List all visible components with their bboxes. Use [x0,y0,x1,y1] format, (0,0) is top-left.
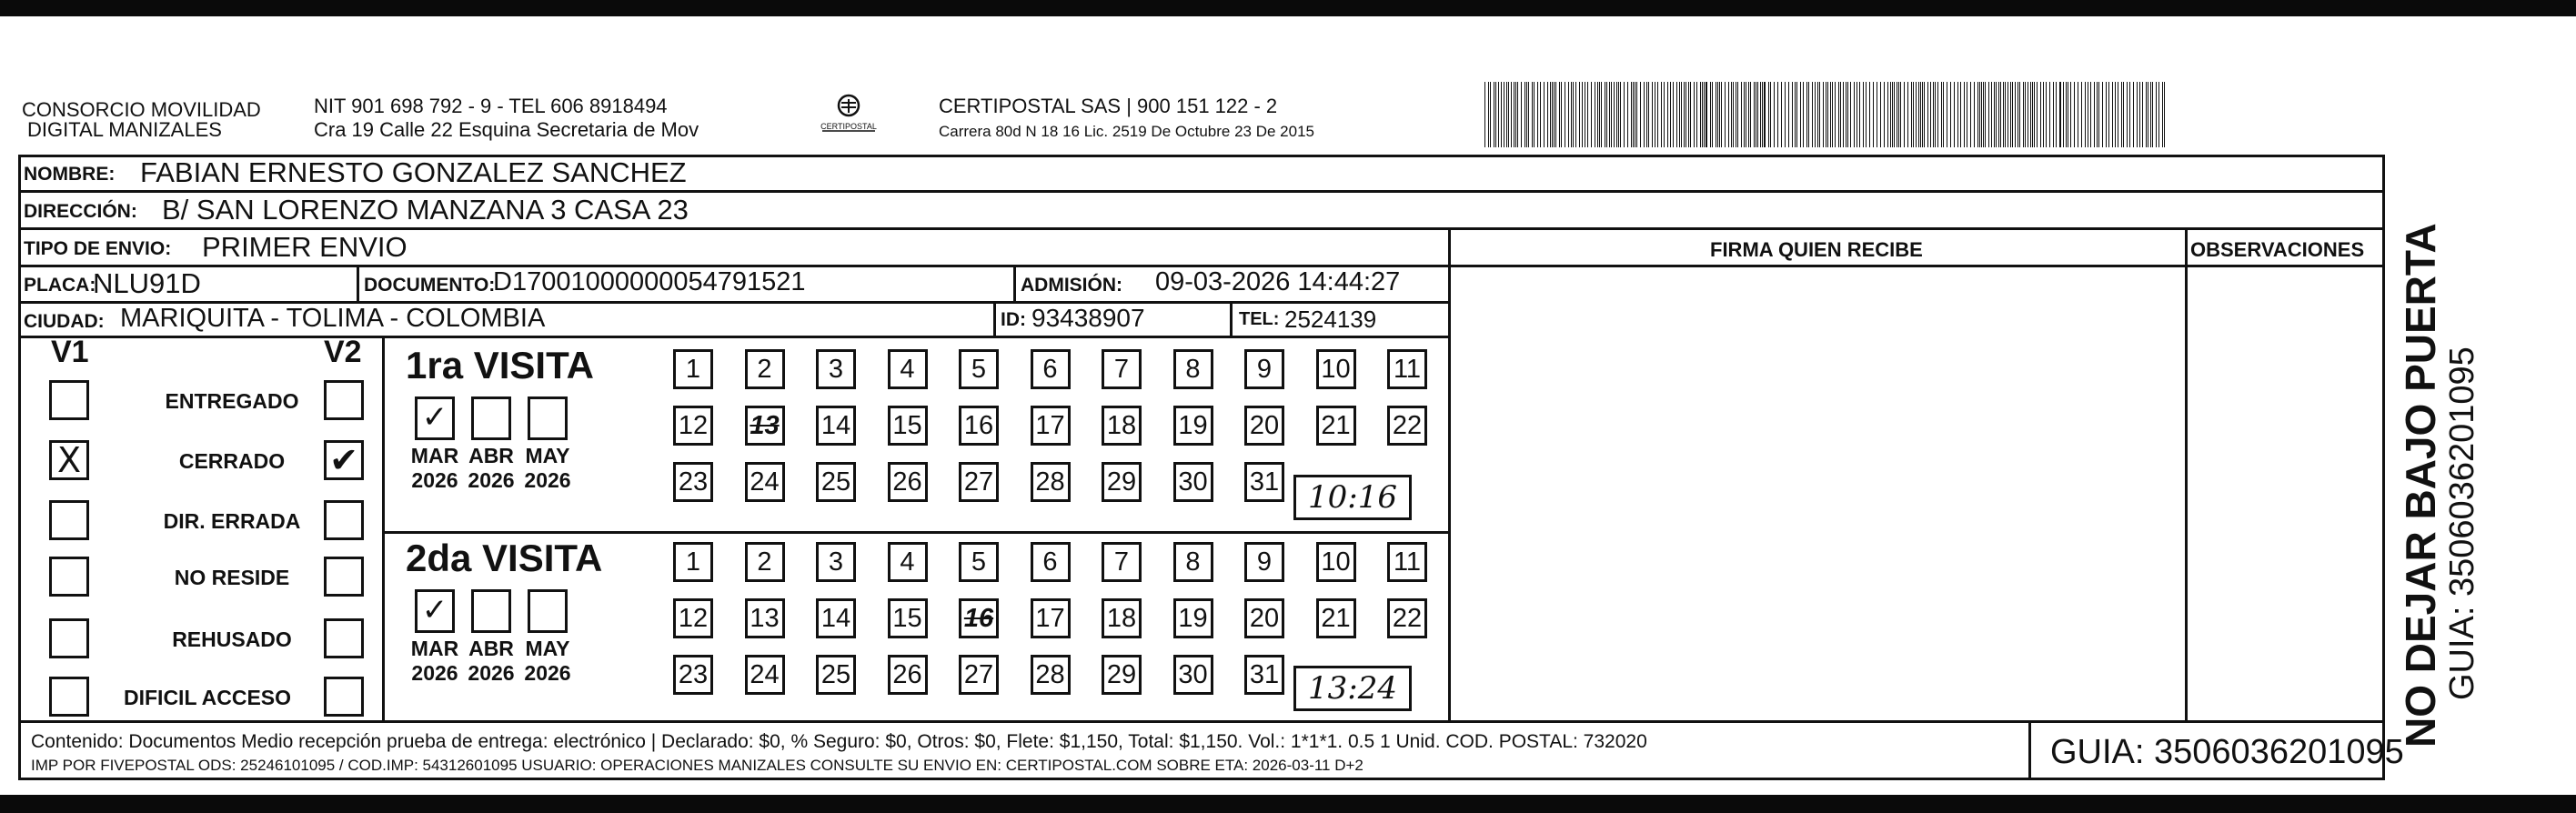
visit1-day[interactable]: 31 [1244,462,1284,502]
carrier-line-1: CERTIPOSTAL SAS | 900 151 122 - 2 [939,95,1278,117]
visit2-month-year: 2026 [524,661,571,685]
visit2-day[interactable]: 18 [1102,598,1142,638]
footer-guia: GUIA: 3506036201095 [2050,733,2404,771]
visit2-month-label: MAR [410,637,459,660]
status-label: REHUSADO [172,627,292,651]
visit2-day[interactable]: 30 [1173,655,1213,695]
id-label: ID: [1001,309,1026,330]
visit1-month-checkbox[interactable]: ✓ [415,396,455,440]
v1-checkbox[interactable] [49,618,89,658]
visit1-day[interactable]: 27 [959,462,999,502]
status-label: NO RESIDE [174,566,290,589]
side-guia: GUIA: 3506036201095 [2443,346,2481,700]
visit2-day[interactable]: 6 [1031,542,1071,582]
nit-line: NIT 901 698 792 - 9 - TEL 606 8918494 [314,95,668,117]
visit1-day[interactable]: 23 [673,462,713,502]
v2-checkbox[interactable] [324,380,364,420]
visit1-day[interactable]: 1 [673,349,713,389]
visit1-day[interactable]: 17 [1031,406,1071,446]
visit2-day[interactable]: 29 [1102,655,1142,695]
visit2-month-checkbox[interactable]: ✓ [415,589,455,633]
col-divider [2028,720,2031,780]
visit1-day[interactable]: 6 [1031,349,1071,389]
tel-label: TEL: [1239,309,1280,329]
visit1-month-label: ABR [468,444,514,467]
tipo-label: TIPO DE ENVIO: [24,238,172,259]
visit2-day[interactable]: 4 [888,542,928,582]
visit1-month-year: 2026 [411,468,458,492]
visit1-day[interactable]: 4 [888,349,928,389]
company-line-2: DIGITAL MANIZALES [27,118,222,141]
visit2-month-label: MAY [525,637,570,660]
visit1-day[interactable]: 28 [1031,462,1071,502]
status-label: DIFICIL ACCESO [124,686,292,709]
visit2-day[interactable]: 21 [1316,598,1356,638]
visit2-day[interactable]: 20 [1244,598,1284,638]
col-divider [993,301,996,336]
scan-bottom-edge [0,795,2576,813]
visit1-day[interactable]: 13 [745,406,785,446]
v1-checkbox[interactable] [49,557,89,597]
placa-value: NLU91D [93,267,201,299]
visit1-day[interactable]: 24 [745,462,785,502]
visit1-day[interactable]: 22 [1387,406,1427,446]
visit2-day[interactable]: 13 [745,598,785,638]
col-divider [382,336,385,720]
v1-checkbox[interactable]: X [49,440,89,480]
carrier-line-2: Carrera 80d N 18 16 Lic. 2519 De Octubre 23 De 2015 [939,123,1314,140]
visit2-day[interactable]: 1 [673,542,713,582]
documento-label: DOCUMENTO: [364,275,496,296]
visit2-day[interactable]: 5 [959,542,999,582]
visit1-day[interactable]: 29 [1102,462,1142,502]
visit2-day[interactable]: 3 [816,542,856,582]
barcode [1484,82,2168,147]
visit1-day[interactable]: 21 [1316,406,1356,446]
tipo-value: PRIMER ENVIO [202,231,408,263]
side-warning: NO DEJAR BAJO PUERTA [2397,223,2444,748]
visit2-day[interactable]: 17 [1031,598,1071,638]
visit1-month-label: MAR [410,444,459,467]
visit1-month-year: 2026 [468,468,515,492]
visit1-day[interactable]: 9 [1244,349,1284,389]
v2-checkbox[interactable]: ✔ [324,440,364,480]
nombre-label: NOMBRE: [24,164,116,185]
footer-print-line: IMP POR FIVEPOSTAL ODS: 25246101095 / COD.IMP: 54312601095 USUARIO: OPERACIONES MANIZALES CONSULTE SU ENVIO EN: CERTIPOSTAL.COM SOBRE ETA: 2026-03-11 D+2 [31,757,1363,774]
visit2-day[interactable]: 25 [816,655,856,695]
observaciones-header: OBSERVACIONES [2190,238,2365,261]
visit2-day[interactable]: 27 [959,655,999,695]
direccion-value: B/ SAN LORENZO MANZANA 3 CASA 23 [162,194,689,226]
row-divider [382,531,1448,534]
visit2-day[interactable]: 10 [1316,542,1356,582]
visit2-title: 2da VISITA [406,537,603,579]
visit1-day[interactable]: 8 [1173,349,1213,389]
v2-label: V2 [324,335,362,369]
v2-checkbox[interactable] [324,557,364,597]
visit2-day[interactable]: 14 [816,598,856,638]
visit2-day[interactable]: 24 [745,655,785,695]
firma-header: FIRMA QUIEN RECIBE [1710,238,1923,261]
visit2-day[interactable]: 31 [1244,655,1284,695]
visit2-day[interactable]: 23 [673,655,713,695]
col-divider [2185,227,2188,720]
row-divider [18,190,2385,193]
visit1-day[interactable]: 20 [1244,406,1284,446]
visit2-day[interactable]: 16 [959,598,999,638]
v1-label: V1 [51,335,89,369]
visit2-month-label: ABR [468,637,514,660]
v2-checkbox[interactable] [324,500,364,540]
visit2-day[interactable]: 2 [745,542,785,582]
documento-value: D17001000000054791521 [493,267,806,296]
col-divider [1013,265,1016,301]
status-label: DIR. ERRADA [163,509,301,533]
status-label: ENTREGADO [165,389,299,413]
visit2-day[interactable]: 19 [1173,598,1213,638]
direccion-label: DIRECCIÓN: [24,201,137,222]
admision-label: ADMISIÓN: [1021,275,1122,296]
visit2-month-year: 2026 [468,661,515,685]
col-divider [1448,227,1451,720]
col-divider [357,265,359,301]
visit1-day[interactable]: 15 [888,406,928,446]
visit1-month-checkbox[interactable] [471,396,511,440]
visit2-day[interactable]: 7 [1102,542,1142,582]
visit1-day[interactable]: 11 [1387,349,1427,389]
visit2-month-checkbox[interactable] [471,589,511,633]
company-line-1: CONSORCIO MOVILIDAD [22,98,261,121]
footer-content-line: Contenido: Documentos Medio recepción prueba de entrega: electrónico | Declarado: $0, % Seguro: $0, Otros: $0, Flete: $1,150, Total: $1,150. Vol.: 1*1*1. 0.5 1 Unid. COD. POSTAL: 732020 [31,731,1647,752]
row-divider [18,227,2385,230]
visit1-day[interactable]: 14 [816,406,856,446]
nombre-value: FABIAN ERNESTO GONZALEZ SANCHEZ [140,156,687,188]
visit2-time: 13:24 [1293,666,1412,711]
visit1-month-checkbox[interactable] [528,396,568,440]
visit1-time: 10:16 [1293,475,1412,520]
tel-value: 2524139 [1284,306,1377,333]
visit1-day[interactable]: 25 [816,462,856,502]
scan-top-edge [0,0,2576,16]
col-divider [1230,301,1233,336]
v2-checkbox[interactable] [324,618,364,658]
visit1-day[interactable]: 18 [1102,406,1142,446]
visit2-day[interactable]: 26 [888,655,928,695]
visit1-day[interactable]: 26 [888,462,928,502]
admision-value: 09-03-2026 14:44:27 [1155,267,1401,296]
v1-checkbox[interactable] [49,380,89,420]
visit1-day[interactable]: 12 [673,406,713,446]
visit1-day[interactable]: 3 [816,349,856,389]
visit1-day[interactable]: 19 [1173,406,1213,446]
v1-checkbox[interactable] [49,677,89,717]
v1-checkbox[interactable] [49,500,89,540]
visit1-day[interactable]: 10 [1316,349,1356,389]
ciudad-label: CIUDAD: [24,311,105,332]
visit1-month-year: 2026 [524,468,571,492]
placa-label: PLACA: [24,275,96,296]
status-label: CERRADO [178,449,286,473]
visit1-month-label: MAY [525,444,570,467]
id-value: 93438907 [1031,304,1145,332]
visit2-month-checkbox[interactable] [528,589,568,633]
v2-checkbox[interactable] [324,677,364,717]
visit1-day[interactable]: 5 [959,349,999,389]
address-line: Cra 19 Calle 22 Esquina Secretaria de Mov [314,118,699,141]
visit1-day[interactable]: 16 [959,406,999,446]
visit1-title: 1ra VISITA [406,344,594,386]
visit1-day[interactable]: 7 [1102,349,1142,389]
ciudad-value: MARIQUITA - TOLIMA - COLOMBIA [120,304,546,333]
certipostal-logo [817,91,880,138]
row-divider [1448,265,2385,267]
visit1-day[interactable]: 2 [745,349,785,389]
row-divider [18,336,1448,338]
visit2-day[interactable]: 28 [1031,655,1071,695]
visit2-day[interactable]: 12 [673,598,713,638]
visit1-day[interactable]: 30 [1173,462,1213,502]
logo-text: CERTIPOSTAL [820,122,877,131]
visit2-day[interactable]: 15 [888,598,928,638]
visit2-day[interactable]: 11 [1387,542,1427,582]
visit2-month-year: 2026 [411,661,458,685]
visit2-day[interactable]: 8 [1173,542,1213,582]
visit2-day[interactable]: 9 [1244,542,1284,582]
visit2-day[interactable]: 22 [1387,598,1427,638]
